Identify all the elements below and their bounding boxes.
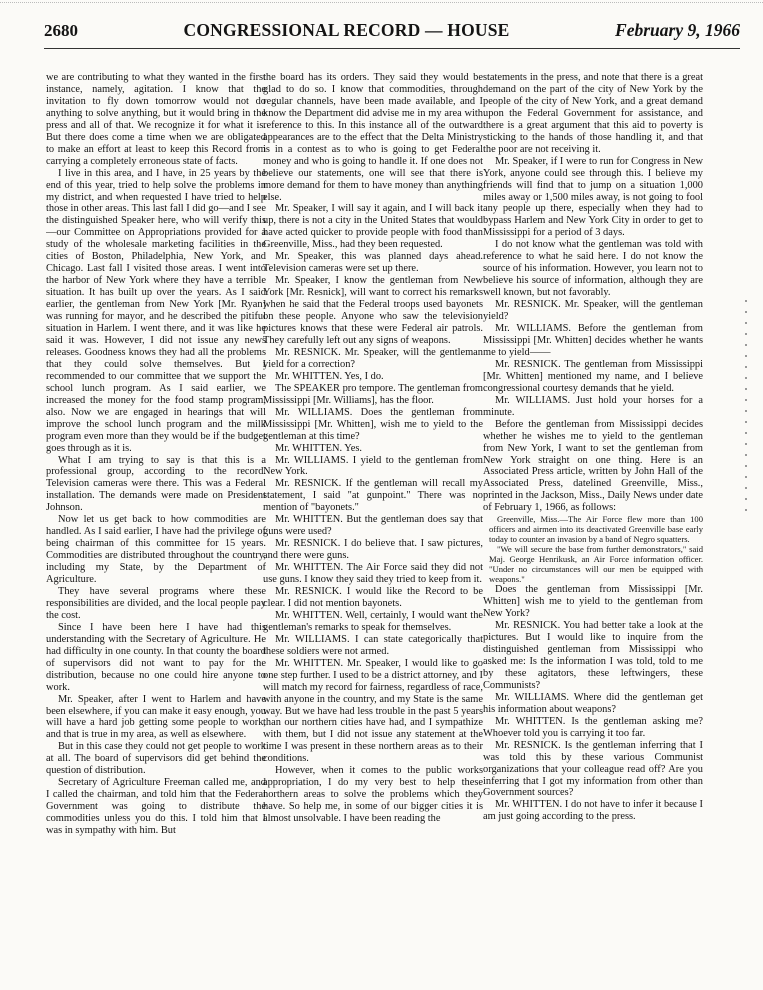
- paragraph: However, when it comes to the public works appropriation, I do my very best to help these northern areas to solve the problems which they have. So help me, in some of our bigger cities it is almost unsolvable. I have been reading the: [263, 765, 483, 825]
- paragraph: Mr. WILLIAMS. Does the gentleman from Mississippi [Mr. Whitten], wish me to yield to the gentleman at this time?: [263, 406, 483, 442]
- paragraph: we are contributing to what they wanted in the first instance, namely, agitation. I know that the invitation to fly down tomorrow would not do anything to solve anything, but it would bring in the press and all of that. We recognize it for what it is. But there does come a time when we are obligated to make an effort at least to keep this Record from carrying a completely erroneous state of facts.: [46, 72, 266, 167]
- paragraph: Mr. Speaker, after I went to Harlem and have been elsewhere, if you can make it easy enough, you will have a hard job getting some people to work, and that is true in my area, as well as elsewhere.: [46, 693, 266, 741]
- paragraph: But in this case they could not get people to work at all. The board of supervisors did get behind the question of distribution.: [46, 741, 266, 777]
- publication-title: CONGRESSIONAL RECORD — HOUSE: [183, 20, 510, 40]
- page-number: 2680: [44, 21, 78, 40]
- margin-scan-marks: [743, 300, 749, 520]
- paragraph: Now let us get back to how commodities are handled. As I said earlier, I have had the privilege of being chairman of this committee for 15 years. Commodities are distributed throughout the country, including my State, by the Department of Agriculture.: [46, 514, 266, 586]
- paragraph: Mr. RESNICK. Is the gentleman inferring that I was told this by these various Communist organizations that your colleague read off? Are you inferring that I got my information from other than Government sources?: [483, 739, 703, 799]
- paragraph: Mr. RESNICK. I do believe that. I saw pictures, and there were guns.: [263, 538, 483, 562]
- paragraph: Secretary of Agriculture Freeman called me, and I called the chairman, and told him that the Federal Government was going to distribute the commodities unless you do this. I told him that I was in sympathy with him. But: [46, 777, 266, 837]
- paragraph: Mr. RESNICK. The gentleman from Mississippi [Mr. Whitten] mentioned my name, and I believe congressional courtesy demands that he yield.: [483, 358, 703, 394]
- paragraph: Mr. WHITTEN. Yes, I do.: [275, 370, 384, 382]
- paragraph: Mr. Speaker, I will say it again, and I will back it up, there is not a city in the United States that would have acted quicker to provide people with food than Greenville, Miss., had they been requested.: [263, 203, 483, 251]
- paragraph: Mr. WHITTEN. Is the gentleman asking me? Whoever told you is carrying it too far.: [483, 715, 703, 739]
- paragraph: Mr. WHITTEN. But the gentleman does say that guns were used?: [263, 514, 483, 538]
- paragraph: Does the gentleman from Mississippi [Mr. Whitten] wish me to yield to the gentleman from New York?: [483, 584, 703, 620]
- paragraph: Mr. RESNICK. If the gentleman will recall my statement, I said "at gunpoint." There was no mention of "bayonets.": [263, 478, 483, 514]
- header-rule: [44, 48, 740, 49]
- paragraph: What I am trying to say is that this is a professional group, according to the record. Television cameras were there. This was a Federal installation. The demands were made on President Johnson.: [46, 454, 266, 514]
- paragraph: Mr. WILLIAMS. Just hold your horses for a minute.: [483, 394, 703, 418]
- paragraph: Mr. RESNICK. You had better take a look at the pictures. But I would like to inquire from the distinguished gentleman from Mississippi who asked me: Is the information I was told, told to me by these agitators, these leftwingers, these Communists?: [483, 620, 703, 691]
- text-column-2: [263, 72, 483, 977]
- paragraph: Since I have been here I have had this understanding with the Secretary of Agriculture. He had difficulty in one county. In that county the board of supervisors did not want to pay for the distribution, because no one could hire anyone to work.: [46, 621, 266, 693]
- paragraph: Mr. WILLIAMS. I can state categorically that these soldiers were not armed.: [263, 633, 483, 657]
- paragraph: Mr. WHITTEN. Well, certainly, I would want the gentleman's remarks to speak for themselves.: [263, 609, 483, 633]
- text-column-3: [483, 72, 703, 977]
- paragraph: Mr. Speaker, if I were to run for Congress in New York, anyone could see through this. I believe my friends will find that to jump on a situation 1,000 miles away or 1,500 miles away, is not going to fool any people up there, especially when they had to bypass Harlem and New York City in order to get to Mississippi for a period of 3 days.: [483, 155, 703, 239]
- paragraph: Mr. WHITTEN. The Air Force said they did not use guns. I know they said they tried to keep from it.: [263, 562, 483, 586]
- paragraph: Mr. WHITTEN. I do not have to infer it because I am just going according to the press.: [483, 799, 703, 823]
- paragraph: Mr. WILLIAMS. Where did the gentleman get his information about weapons?: [483, 691, 703, 715]
- paragraph: Mr. WHITTEN. Yes.: [275, 442, 362, 454]
- paragraph: Mr. RESNICK. Mr. Speaker, will the gentleman yield for a correction?: [263, 346, 483, 370]
- paragraph: The SPEAKER pro tempore. The gentleman from Mississippi [Mr. Williams], has the floor.: [263, 382, 483, 406]
- paragraph: I do not know what the gentleman was told with reference to what he said here. I do not know the source of his information. However, you learn not to believe his source of information, although they are well known, but not favorably.: [483, 239, 703, 299]
- paragraph: Mr. WILLIAMS. Before the gentleman from Mississippi [Mr. Whitten] decides whether he wants me to yield——: [483, 323, 703, 358]
- paragraph: Mr. RESNICK. I would like the Record to be clear. I did not mention bayonets.: [263, 585, 483, 609]
- paragraph: Mr. Speaker, this was planned days ahead. Television cameras were set up there.: [263, 251, 483, 275]
- paragraph: I live in this area, and I have, in 25 years by the end of this year, tried to help solve the problems in my district, and when requested I have tried to help those in other areas. This last fall I did go—and I see the distinguished Speaker here, who will verify this—our Committee on Appropriations provided for a study of the wholesale marketing facilities in the cities of Boston, Philadelphia, New York, and Chicago. Last fall I visited those areas. I went into the harbor of New York where they have a terrible situation. It has built up over the years. As I said earlier, the gentleman from New York [Mr. Ryan] was running for mayor, and he described the pitiful situation in Harlem. I went there, and it was like he said it was. However, I did not issue any news releases. Goodness knows they had all the problems that they could solve themselves. But I recommended to our committee that we support the school lunch program. As I said earlier, we increased the money for the food stamp program, also. Now we are engaged in hearings that will improve the school lunch program and the milk program even more than they would be if the budget goes through as it is.: [46, 167, 266, 454]
- paragraph: Mr. Speaker, I know the gentleman from New York [Mr. Resnick], will want to correct his remarks when he said that the Federal troops used bayonets on these people. Anyone who saw the television pictures knows that these were Federal air patrols. They carefully left out any signs of weapons.: [263, 275, 483, 346]
- paragraph: Mr. RESNICK. Mr. Speaker, will the gentleman yield?: [483, 299, 703, 323]
- issue-date: February 9, 1966: [615, 20, 740, 40]
- top-scan-border: [0, 2, 763, 3]
- text-column-1: [46, 72, 266, 977]
- paragraph: Greenville, Miss.—The Air Force flew more than 100 officers and airmen into its deactivated Greenville base early today to counter an invasion by a band of Negro squatters.: [489, 514, 703, 545]
- paragraph: Mr. WHITTEN. Mr. Speaker, I would like to go one step further. I used to be a district attorney, and I will match my record for fairness, regardless of race, with anyone in the country, and my State is the same way. But we have had less trouble in the past 5 years than our northern cities have had, and I sympathize with them, but I did not issue any statement at the time I was present in these northern areas as to their conditions.: [263, 657, 483, 765]
- paragraph: statements in the press, and note that there is a great demand on the part of the city of New York by the people of the city of New York, and a great demand upon the Federal Government for assistance, and there is a great argument that this aid to poverty is sticking to the hands of those handling it, and that the poor are not receiving it.: [483, 72, 703, 155]
- paragraph: Before the gentleman from Mississippi decides whether he wishes me to yield to the gentleman from New York, I want to set the gentleman from New York straight on one thing. Here is an Associated Press article, written by John Hall of the Associated Press, datelined Greenville, Miss., printed in the Jackson, Miss., Daily News under date of February 1, 1966, as follows:: [483, 418, 703, 514]
- paragraph: They have several programs where these responsibilities are divided, and the local people pay the cost.: [46, 585, 266, 621]
- page-header: [44, 20, 740, 48]
- paragraph: Mr. WILLIAMS. I yield to the gentleman from New York.: [263, 454, 483, 478]
- paragraph: the board has its orders. They said they would be glad to do so. I know that commodities, through regular channels, have been made available, and I know the Department did advise me in my area with reference to this. In this instance all of the outward appearances are to the effect that the Delta Ministry is in a contest as to who is going to get Federal money and who is going to handle it. If one does not believe our statements, one will see that there is more demand for them to have money than anything else.: [263, 72, 483, 203]
- paragraph: "We will secure the base from further demonstrators," said Maj. George Henrikusk, an Air Force information officer. "Under no circumstances will our men be equipped with weapons.": [489, 544, 703, 585]
